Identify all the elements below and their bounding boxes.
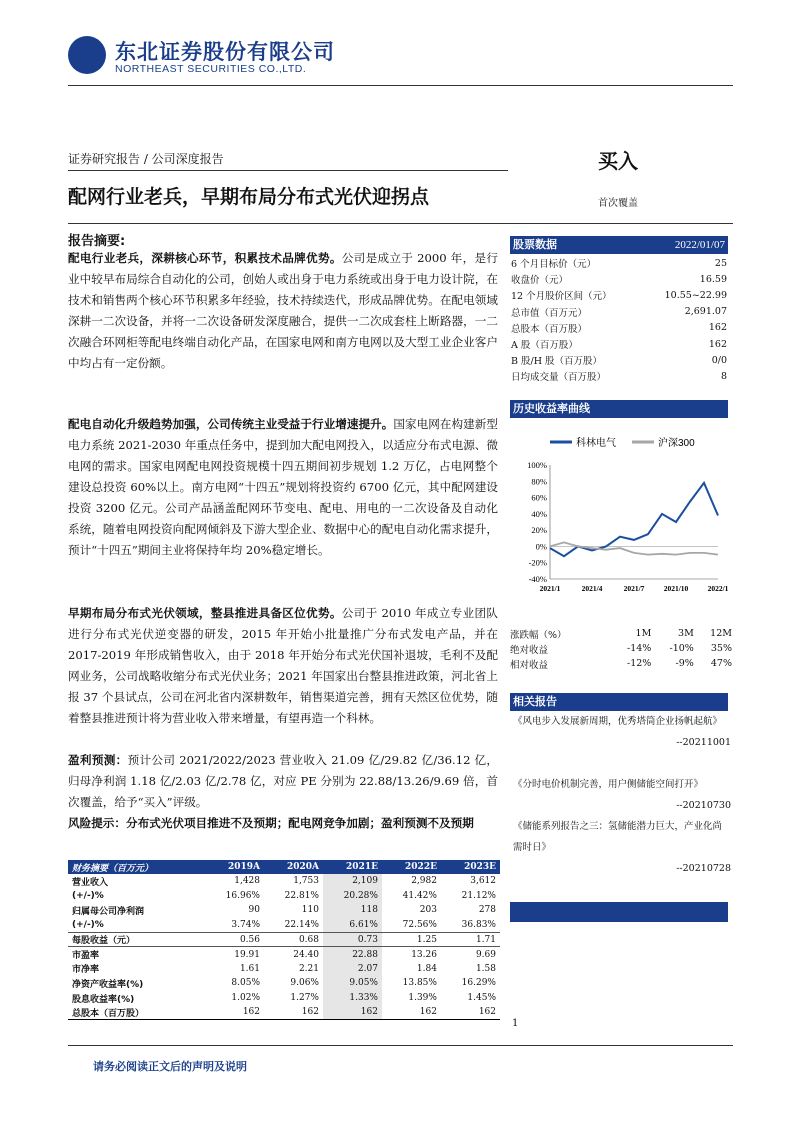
- footer-disclaimer: 请务必阅读正文后的声明及说明: [93, 1060, 247, 1073]
- legend-label: 科林电气: [576, 438, 616, 449]
- rating: 买入: [598, 149, 638, 173]
- y-tick-label: 100%: [527, 460, 547, 470]
- blank-section-bar: [510, 902, 728, 922]
- summary-heading: 报告摘要:: [68, 234, 126, 249]
- financial-row: (+/-)% 16.96% 22.81% 20.28% 41.42% 21.12%: [68, 889, 500, 904]
- paragraph-2: 配电自动化升级趋势加强，公司传统主业受益于行业增速提升。国家电网在构建新型电力系统 2021-2030 年重点任务中，提到加大配电网投入，以适应分布式电源、微电网的需求。国家电网配电网投资规模十四五期间初步规划 1.2 万亿，占电网整个建设总投资 60%以上。南方电网“十四五”规划将投资约 6700 亿元，其中配网建设投资 3200 亿元。公司产品涵盖配网环节变电、配电、用电的一二次设备及自动化系统，随着电网投资向配网倾斜及下游大型企业、数据中心的配电自动化需求提升，预计“十四五”期间主业将保持年均 20%稳定增长。: [68, 417, 498, 557]
- y-tick-label: 80%: [531, 476, 547, 487]
- risk-notice: 风险提示：分布式光伏项目推进不及预期；配电网竞争加剧；盈利预测不及预期: [68, 816, 474, 830]
- stock-data-row: 12 个月股价区间（元） 10.55~22.99: [511, 289, 727, 303]
- stock-data-row: B 股/H 股（百万股） 0/0: [511, 354, 727, 368]
- legend-label: 沪深300: [658, 438, 695, 449]
- x-tick-label: 2021/10: [663, 584, 689, 593]
- stock-data-row: 总股本（百万股） 162: [511, 322, 727, 335]
- stock-data-row: A 股（百万股） 162: [511, 338, 727, 352]
- paragraph-4: 盈利预测：预计公司 2021/2022/2023 营业收入 21.09 亿/29.82 亿/36.12 亿，归母净利润 1.18 亿/2.03 亿/2.78 亿，对应 PE 分别为 22.88/13.26/9.69 倍，首次覆盖，给予“买入”评级。: [68, 753, 498, 809]
- returns-row: 绝对收益 -14% -10% 35%: [510, 643, 732, 656]
- x-tick-label: 2021/4: [581, 584, 603, 593]
- company-logo-icon: [68, 36, 106, 74]
- footer-divider: [68, 1045, 733, 1046]
- page-number: 1: [512, 1018, 519, 1029]
- y-tick-label: 60%: [531, 492, 547, 503]
- related-report-3[interactable]: 《储能系列报告之三：氢储能潜力巨大，产业化尚需时日》 --20210728: [513, 821, 731, 874]
- paragraph-1: 配电行业老兵，深耕核心环节，积累技术品牌优势。公司是成立于 2000 年，是行业中较早布局综合自动化的公司，创始人或出身于电力系统或出身于电力设计院，在技术和销售两个核心环节积累多年经验，技术持续迭代，形成品牌优势。在配电领域深耕一二次设备，并将一二次设备研发深度融合，提供一二次成套柱上断路器，一二次融合环网柜等配电终端自动化产品，在国家电网和南方电网以及大型工业企业客户中均占有一定份额。: [68, 251, 498, 370]
- company-name-cn: 东北证券股份有限公司: [115, 40, 335, 64]
- stock-data-header: 股票数据 2022/01/07: [510, 236, 728, 254]
- returns-chart: [510, 425, 728, 597]
- y-tick-label: 20%: [531, 525, 547, 536]
- breadcrumb: 证券研究报告 / 公司深度报告: [68, 152, 224, 166]
- company-name-en: NORTHEAST SECURITIES CO.,LTD.: [115, 63, 307, 75]
- related-reports-header: 相关报告: [510, 693, 728, 711]
- financial-row: 归属母公司净利润 90 110 118 203 278: [68, 903, 500, 918]
- financial-row: 股息收益率(%) 1.02% 1.27% 1.33% 1.39% 1.45%: [68, 991, 500, 1006]
- page-title: 配网行业老兵，早期布局分布式光伏迎拐点: [68, 186, 430, 208]
- stock-data-row: 总市值（百万元） 2,691.07: [511, 306, 727, 319]
- related-report-1[interactable]: 《风电步入发展新周期，优秀塔筒企业扬帆起航》 --20211001: [513, 716, 731, 748]
- financial-row: (+/-)% 3.74% 22.14% 6.61% 72.56% 36.83%: [68, 918, 500, 933]
- summary-divider: [68, 223, 733, 224]
- y-tick-label: 40%: [531, 508, 547, 519]
- financial-row: 净资产收益率(%) 8.05% 9.06% 9.05% 13.85% 16.29%: [68, 976, 500, 991]
- stock-data-row: 日均成交量（百万股） 8: [511, 370, 727, 384]
- stock-data-row: 6 个月目标价（元） 25: [511, 257, 727, 271]
- returns-table: [510, 626, 732, 671]
- y-tick-label: -40%: [528, 574, 547, 584]
- financial-row: 市净率 1.61 2.21 2.07 1.84 1.58: [68, 962, 500, 977]
- y-tick-label: 0%: [535, 541, 547, 552]
- stock-data-row: 收盘价（元） 16.59: [511, 273, 727, 287]
- y-tick-label: -20%: [528, 557, 547, 568]
- x-tick-label: 2021/1: [539, 584, 561, 593]
- financial-row: 市盈率 19.91 24.40 22.88 13.26 9.69: [68, 947, 500, 962]
- header-divider: [68, 85, 733, 86]
- financial-row: 营业收入 1,428 1,753 2,109 2,982 3,612: [68, 874, 500, 889]
- x-tick-label: 2022/1: [707, 584, 728, 593]
- returns-row: 相对收益 -12% -9% 47%: [510, 658, 732, 671]
- returns-header-row: 涨跌幅（%） 1M 3M 12M: [510, 628, 732, 641]
- financial-row: 总股本（百万股） 162 162 162 162 162: [68, 1005, 500, 1020]
- title-divider: [68, 170, 508, 171]
- related-report-2[interactable]: 《分时电价机制完善，用户侧储能空间打开》 --20210730: [513, 779, 731, 811]
- x-tick-label: 2021/7: [623, 584, 645, 593]
- stock-data-table: [510, 255, 728, 385]
- coverage: 首次覆盖: [598, 198, 638, 209]
- paragraph-3: 早期布局分布式光伏领域，整县推进具备区位优势。公司于 2010 年成立专业团队进行分布式光伏逆变器的研发，2015 年开始小批量推广分布式发电产品，并在 2017-2019 年形成销售收入，由于 2018 年开始分布式光伏国补退坡，毛利不及配网业务，公司战略收缩分布式光伏业务；2021 年国家出台整县推进政策，河北省上报 37 个县试点，公司在河北省内深耕数年，销售渠道完善，拥有天然区位优势，随着整县推进预计将为营业收入带来增量，有望再造一个科林。: [68, 606, 498, 725]
- chart-section-header: 历史收益率曲线: [510, 400, 728, 418]
- financial-row: 每股收益（元） 0.56 0.68 0.73 1.25 1.71: [68, 932, 500, 947]
- financial-summary-table: 财务摘要（百万元） 2019A 2020A 2021E 2022E 2023E 营业收入 1,428 1,753 2,109 2,982 3,612 (+/-)% 16.96% 22.81% 20.28% 41.42% 21.12% 归属母公司净利润 90 110 118 203 278 (+/-)% 3.74% 22.14% 6.61% 72.56% 36.83% 每股收益（元） 0.56 0.68 0.73 1.25 1.71 市盈率 19.91 24.40 22.88 13.26 9.69 市净率 1.61 2.21 2.07 1.84 1.58 净资产收益率(%) 8.05% 9.06% 9.05% 13.85% 16.29% 股息收益率(%) 1.02% 1.27% 1.33% 1.39% 1.45% 总股本（百万股） 162 162 162 162 162: [68, 860, 500, 1020]
